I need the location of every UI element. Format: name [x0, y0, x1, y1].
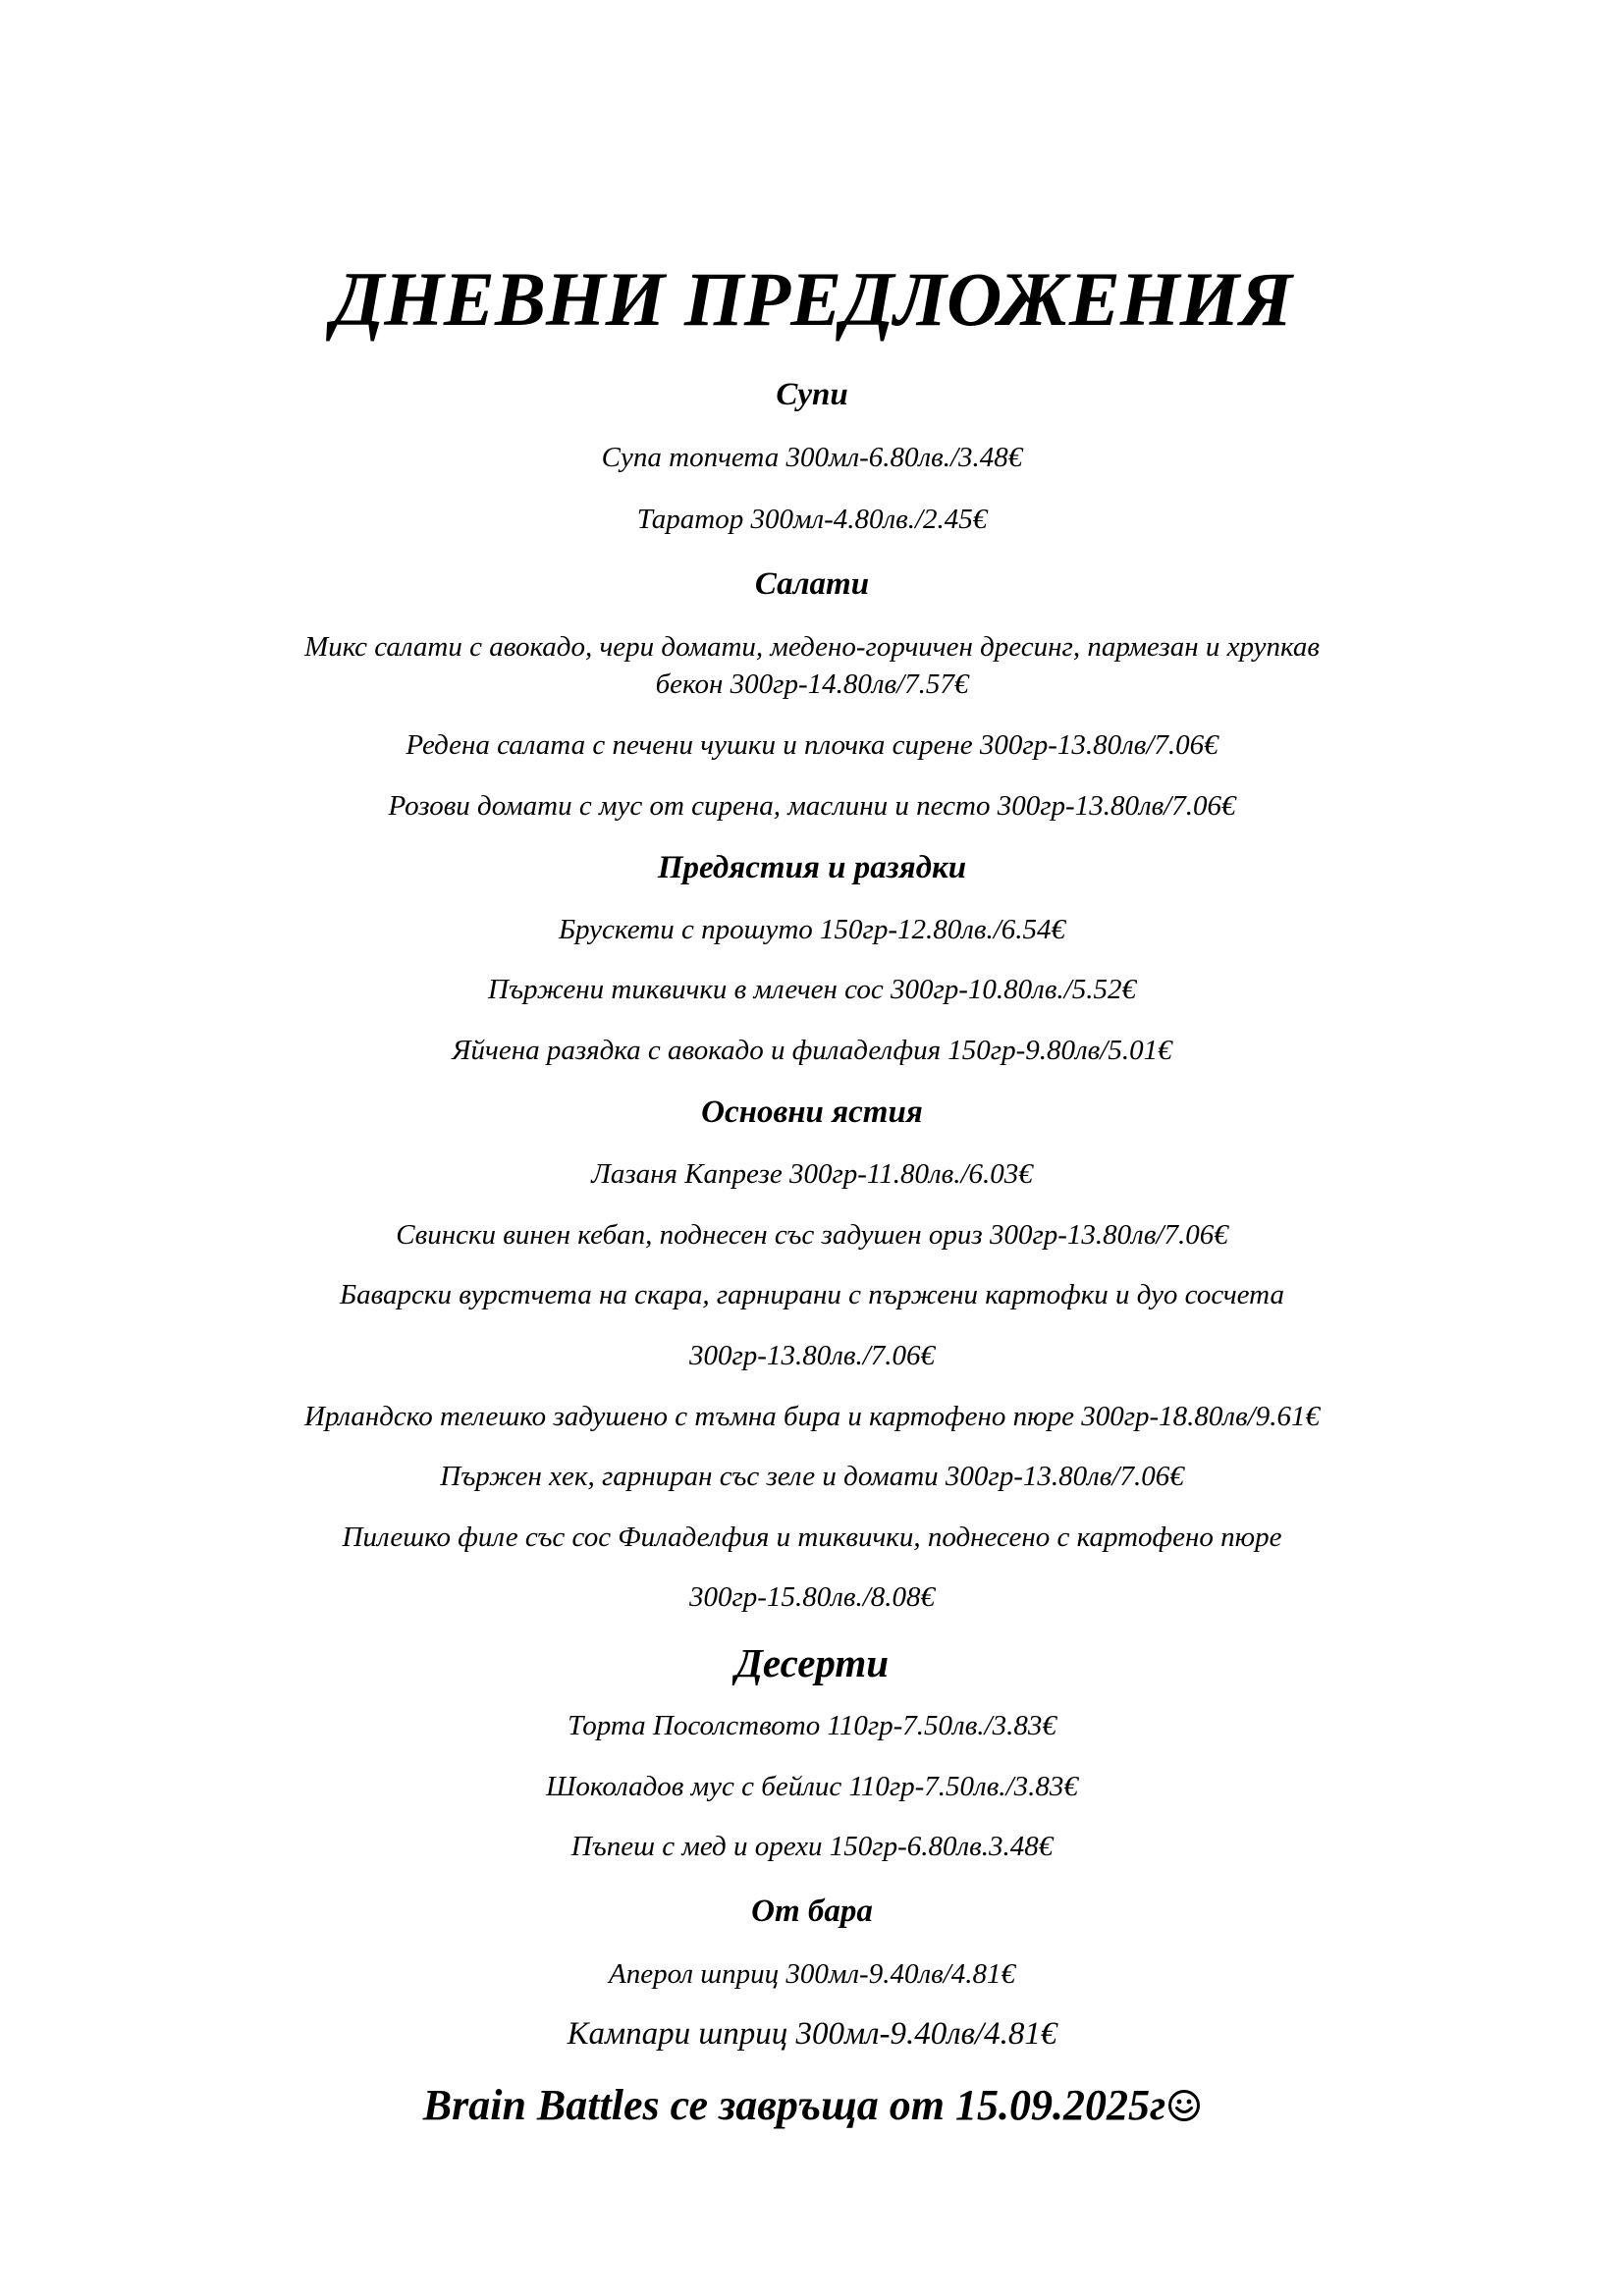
menu-item: Таратор 300мл-4.80лв./2.45€ — [636, 504, 988, 535]
menu-item: бекон 300гр-14.80лв/7.57€ — [655, 668, 969, 700]
menu-item: Свински винен кебап, поднесен със задушен ориз 300гр-13.80лв/7.06€ — [396, 1219, 1228, 1251]
menu-item: Пържени тиквички в млечен сос 300гр-10.80лв./5.52€ — [488, 974, 1136, 1005]
menu-item: Пържен хек, гарниран със зеле и домати 300гр-13.80лв/7.06€ — [440, 1461, 1184, 1492]
menu-item: Аперол шприц 300мл-9.40лв/4.81€ — [608, 1958, 1015, 1990]
section-heading-salads: Салати — [754, 566, 870, 602]
menu-item: Ирландско телешко задушено с тъмна бира и картофено пюре 300гр-18.80лв/9.61€ — [304, 1401, 1320, 1432]
section-heading-bar: От бара — [751, 1894, 873, 1929]
menu-item: Редена салата с печени чушки и плочка сирене 300гр-13.80лв/7.06€ — [406, 729, 1218, 761]
footer-announcement — [0, 2076, 1624, 2135]
menu-item: Лазаня Капрезе 300гр-11.80лв./6.03€ — [591, 1158, 1033, 1190]
section-heading-soups: Супи — [776, 377, 848, 412]
menu-item: Супа топчета 300мл-6.80лв./3.48€ — [601, 442, 1023, 473]
menu-item: Пилешко филе със сос Филаделфия и тиквички, поднесено с картофено пюре — [342, 1522, 1282, 1553]
menu-item: Кампари шприц 300мл-9.40лв/4.81€ — [567, 2016, 1057, 2052]
section-heading-starters: Предястия и разядки — [657, 850, 967, 885]
menu-item: 300гр-13.80лв./7.06€ — [688, 1340, 935, 1371]
menu-item: Пъпеш с мед и орехи 150гр-6.80лв.3.48€ — [570, 1831, 1054, 1862]
menu-item: Шоколадов мус с бейлис 110гр-7.50лв./3.83€ — [546, 1771, 1078, 1802]
menu-item: Микс салати с авокадо, чери домати, медено-горчичен дресинг, пармезан и хрупкав — [304, 631, 1320, 663]
footer-text: Brain Battles се завръща от 15.09.2025г — [422, 2081, 1166, 2129]
menu-item: 300гр-15.80лв./8.08€ — [688, 1581, 935, 1613]
menu-item: Баварски вурстчета на скара, гарнирани с пържени картофки и дуо сосчета — [340, 1279, 1284, 1310]
menu-item: Розови домати с мус от сирена, маслини и песто 300гр-13.80лв/7.06€ — [388, 790, 1236, 822]
menu-item: Торта Посолството 110гр-7.50лв./3.83€ — [568, 1710, 1056, 1741]
page-title: ДНЕВНИ ПРЕДЛОЖЕНИЯ — [331, 256, 1293, 342]
menu-item: Брускети с прошуто 150гр-12.80лв./6.54€ — [558, 914, 1066, 945]
menu-item: Яйчена разядка с авокадо и филаделфия 150гр-9.80лв/5.01€ — [452, 1035, 1172, 1066]
section-heading-mains: Основни ястия — [701, 1095, 923, 1130]
smiley-icon — [1167, 2079, 1201, 2112]
section-heading-desserts: Десерти — [734, 1640, 890, 1685]
